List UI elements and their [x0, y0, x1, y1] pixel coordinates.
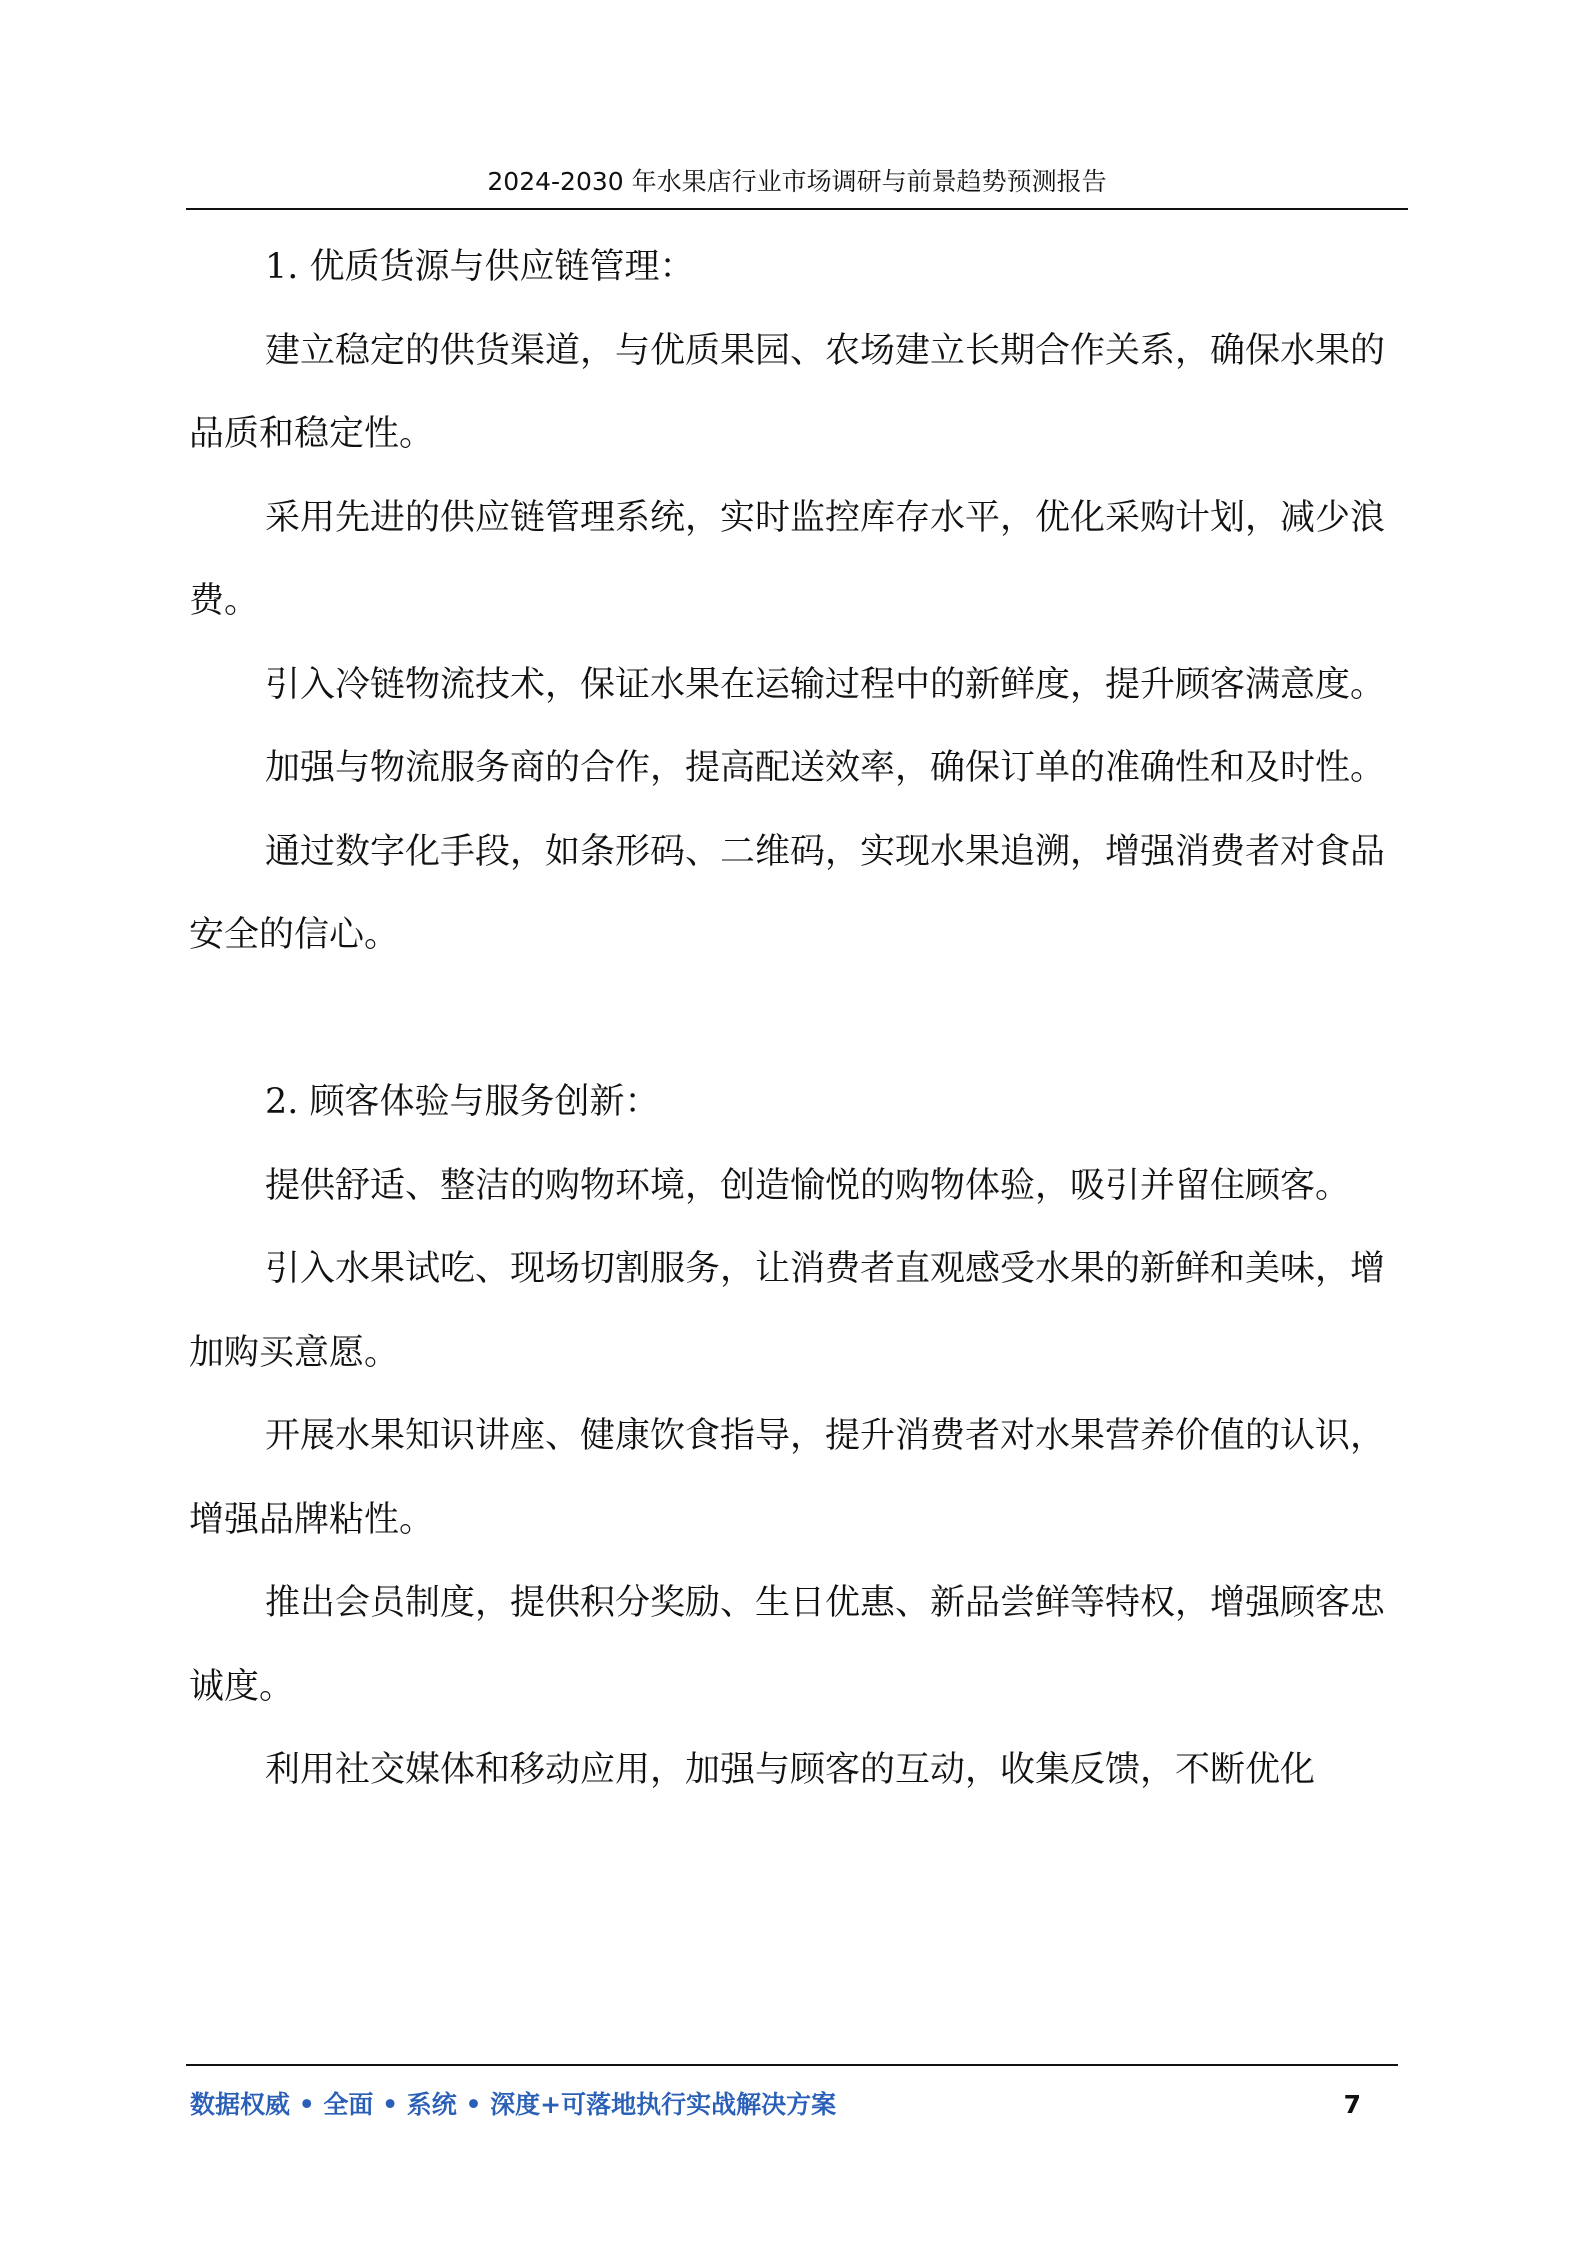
- section-heading: 1. 优质货源与供应链管理：: [265, 247, 695, 287]
- footer-slogan: 数据权威 • 全面 • 系统 • 深度+可落地执行实战解决方案: [190, 2090, 837, 2119]
- section-spacer: [189, 978, 1394, 1062]
- paragraph: 开展水果知识讲座、健康饮食指导，提升消费者对水果营养价值的认识，增强品牌粘性。: [189, 1416, 1386, 1540]
- footer-divider: [186, 2064, 1398, 2066]
- report-title: 2024-2030 年水果店行业市场调研与前景趋势预测报告: [487, 167, 1107, 196]
- paragraph: 引入水果试吃、现场切割服务，让消费者直观感受水果的新鲜和美味，增加购买意愿。: [189, 1249, 1386, 1373]
- paragraph: 提供舒适、整洁的购物环境，创造愉悦的购物体验，吸引并留住顾客。: [265, 1165, 1351, 1206]
- paragraph: 通过数字化手段，如条形码、二维码，实现水果追溯，增强消费者对食品安全的信心。: [189, 831, 1386, 955]
- paragraph: 采用先进的供应链管理系统，实时监控库存水平，优化采购计划，减少浪费。: [189, 497, 1386, 621]
- page-number: 7: [1343, 2090, 1361, 2119]
- header-divider: [186, 208, 1408, 210]
- section-heading: 2. 顾客体验与服务创新：: [265, 1082, 660, 1122]
- paragraph: 引入冷链物流技术，保证水果在运输过程中的新鲜度，提升顾客满意度。: [265, 664, 1386, 705]
- paragraph: 利用社交媒体和移动应用，加强与顾客的互动，收集反馈，不断优化: [265, 1750, 1316, 1790]
- page-body: [189, 226, 1394, 1813]
- paragraph: 推出会员制度，提供积分奖励、生日优惠、新品尝鲜等特权，增强顾客忠诚度。: [189, 1583, 1386, 1707]
- paragraph: 加强与物流服务商的合作，提高配送效率，确保订单的准确性和及时性。: [265, 748, 1386, 788]
- paragraph: 建立稳定的供货渠道，与优质果园、农场建立长期合作关系，确保水果的品质和稳定性。: [189, 330, 1386, 454]
